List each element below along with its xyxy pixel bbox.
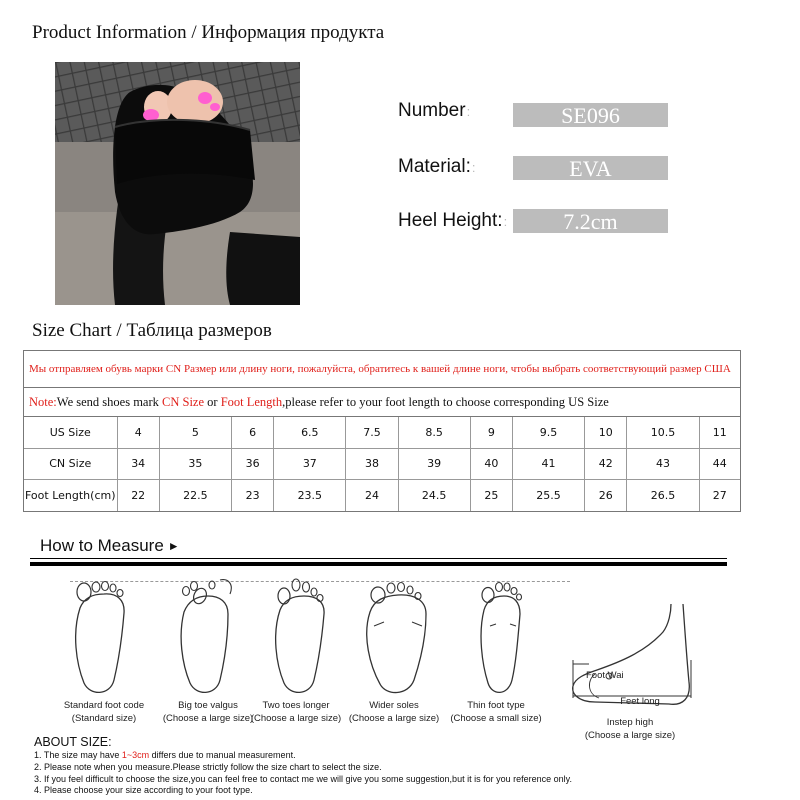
about-size-item	[34, 750, 572, 762]
size-note-english	[24, 388, 740, 417]
spec-material-label-text: Material:	[398, 156, 471, 177]
note-or: or	[204, 395, 221, 409]
foot-name-instep: Instep high	[606, 717, 654, 728]
about-size-item	[34, 762, 572, 774]
feet-long-label: Feet long	[620, 696, 660, 707]
how-to-measure-text: How to Measure	[40, 536, 164, 555]
size-cell: 23.5	[274, 480, 346, 511]
size-cell: 39	[398, 448, 470, 479]
size-cell: 41	[513, 448, 585, 479]
note-text-1: We send shoes mark	[56, 395, 162, 409]
size-cell: 7.5	[346, 417, 398, 448]
size-row	[24, 480, 740, 511]
spec-material-dots: :	[471, 160, 476, 175]
size-cell: 23	[231, 480, 273, 511]
product-photo	[55, 62, 300, 305]
spec-number-value: SE096	[513, 103, 668, 127]
size-cell: 9	[470, 417, 512, 448]
foot-advice-standard: (Standard size)	[71, 713, 137, 724]
foot-advice-big-toe: (Choose a large size)	[162, 713, 254, 724]
about-size-text-post: differs due to manual measurement.	[149, 750, 296, 760]
size-row-label: US Size	[24, 417, 117, 448]
size-cell: 25.5	[513, 480, 585, 511]
size-cell: 5	[159, 417, 231, 448]
foot-advice-two-toes: (Choose a large size)	[250, 713, 342, 724]
foot-name-standard: Standard foot code	[63, 700, 145, 711]
about-size-highlight: 1~3cm	[121, 750, 150, 760]
about-size-item	[34, 785, 572, 797]
spec-number-label-text: Number	[398, 100, 466, 121]
two-toes-longer-foot-icon	[262, 578, 342, 698]
arrow-right-icon: ►	[167, 539, 180, 553]
foot-name-wider: Wider soles	[369, 700, 419, 711]
foot-wai-label: Foot Wai	[586, 670, 624, 681]
divider-thick	[30, 562, 727, 566]
size-cell: 6	[231, 417, 273, 448]
size-cell: 22.5	[159, 480, 231, 511]
note-prefix: Note:	[29, 395, 57, 409]
about-size-item	[34, 774, 572, 786]
about-size-list	[34, 750, 572, 797]
how-to-measure-title	[40, 536, 180, 556]
note-foot-length: Foot Length	[220, 395, 283, 409]
product-info-title: Product Information / Информация продукта	[32, 22, 385, 43]
about-size-text: 1. The size may have	[34, 750, 122, 760]
size-cell: 44	[699, 448, 740, 479]
size-cell: 8.5	[398, 417, 470, 448]
size-cell: 40	[470, 448, 512, 479]
foot-caption-instep	[560, 716, 700, 742]
size-cell: 10.5	[627, 417, 699, 448]
spec-material-value: EVA	[513, 156, 668, 180]
size-note-russian: Мы отправляем обувь марки CN Размер или длину ноги, пожалуйста, обратитесь к вашей длине ноги, чтобы выбрать соответствующий размер США	[24, 351, 740, 388]
size-cell: 4	[117, 417, 159, 448]
foot-advice-instep: (Choose a large size)	[584, 730, 676, 741]
sandal-photo-illustration	[55, 62, 300, 305]
standard-foot-icon	[62, 578, 142, 698]
wider-soles-foot-icon	[358, 578, 438, 698]
size-cell: 42	[585, 448, 627, 479]
foot-advice-wider: (Choose a large size)	[348, 713, 440, 724]
foot-name-thin: Thin foot type	[467, 700, 525, 711]
size-cell: 35	[159, 448, 231, 479]
size-row	[24, 417, 740, 448]
size-cell: 11	[699, 417, 740, 448]
size-cell: 24	[346, 480, 398, 511]
note-text-rest: ,please refer to your foot length to choose corresponding US Size	[282, 395, 609, 409]
size-row-label: Foot Length(cm)	[24, 480, 117, 511]
about-size-title: ABOUT SIZE:	[34, 735, 112, 749]
size-cell: 22	[117, 480, 159, 511]
note-cn-size: CN Size	[162, 395, 205, 409]
size-cell: 26	[585, 480, 627, 511]
spec-heel-dots: :	[503, 214, 508, 229]
spec-heel-label-text: Heel Height:	[398, 210, 503, 231]
size-cell: 24.5	[398, 480, 470, 511]
size-cell: 38	[346, 448, 398, 479]
about-size-text: 3. If you feel difficult to choose the size,you can feel free to contact me we will give you some suggestion,but it is for you reference only.	[34, 773, 572, 784]
size-cell: 43	[627, 448, 699, 479]
spec-heel-value: 7.2cm	[513, 209, 668, 233]
size-row	[24, 448, 740, 479]
size-chart-title: Size Chart / Таблица размеров	[32, 320, 272, 341]
size-cell: 37	[274, 448, 346, 479]
thin-foot-icon	[462, 578, 542, 698]
size-cell: 25	[470, 480, 512, 511]
size-cell: 9.5	[513, 417, 585, 448]
foot-advice-thin: (Choose a small size)	[450, 713, 542, 724]
foot-name-two-toes: Two toes longer	[262, 700, 330, 711]
spec-heel-label	[398, 210, 507, 232]
foot-caption-thin	[426, 699, 566, 725]
size-cell: 6.5	[274, 417, 346, 448]
size-grid	[24, 417, 740, 511]
foot-name-big-toe: Big toe valgus	[178, 700, 238, 711]
size-cell: 27	[699, 480, 740, 511]
size-chart-table	[23, 350, 741, 512]
size-cell: 34	[117, 448, 159, 479]
size-cell: 10	[585, 417, 627, 448]
big-toe-valgus-foot-icon	[168, 578, 248, 698]
about-size-text: 4. Please choose your size according to your foot type.	[34, 785, 253, 796]
size-row-label: CN Size	[24, 448, 117, 479]
spec-material-label	[398, 156, 475, 178]
divider-thin	[30, 558, 727, 559]
spec-number-dots: :	[466, 104, 471, 119]
size-cell: 26.5	[627, 480, 699, 511]
about-size-text: 2. Please note when you measure.Please strictly follow the size chart to select the size.	[34, 761, 382, 772]
size-cell: 36	[231, 448, 273, 479]
spec-number-label	[398, 100, 470, 122]
